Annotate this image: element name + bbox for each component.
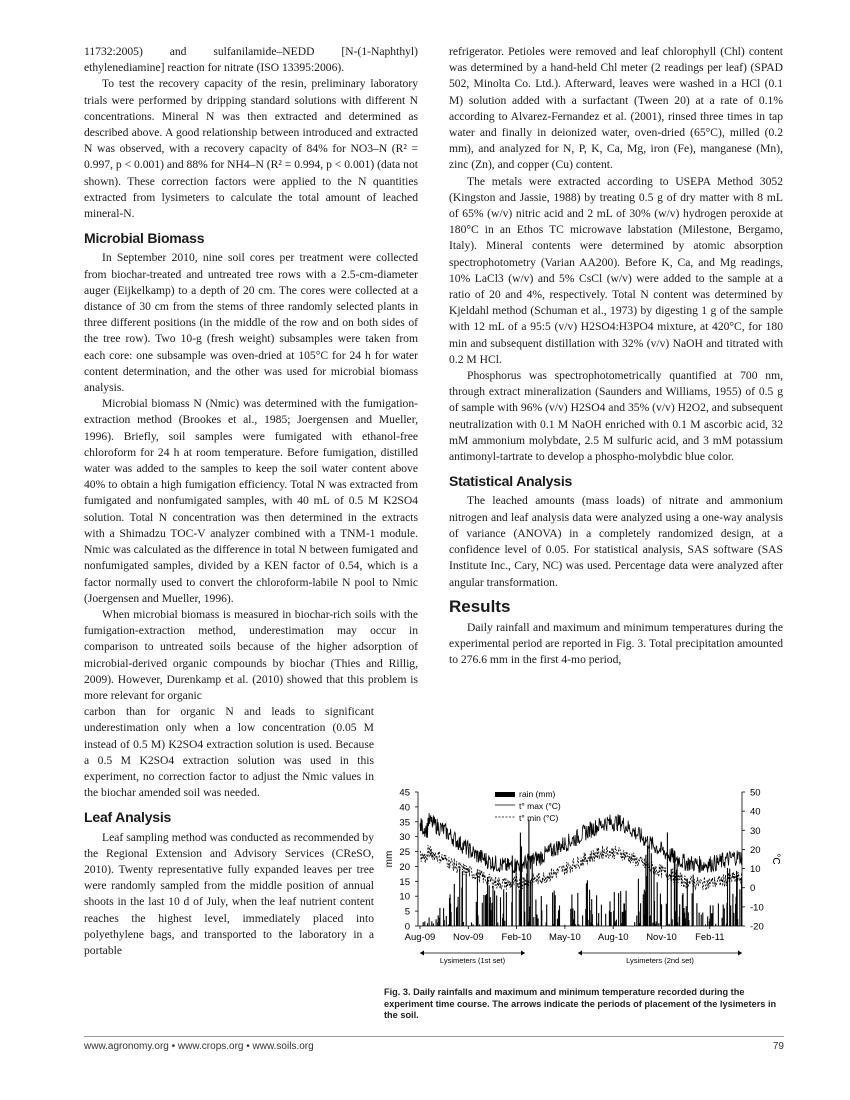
paragraph: In September 2010, nine soil cores per treatment were collected from biochar-treated and untreated tree rows with a 2.5-cm-diameter auger (Eijkelkamp) to a depth of 20 cm. The cores were collected at a distance of 30 cm from the stems of three randomly selected plants in three different positions (in the middle of the row and on both sides of the tree row). Two 10-g (fresh weight) subsamples were taken from each core: one subsample was oven-dried at 105°C for 24 h for water content determination, and the other was used for microbial biomass analysis. bbox=[84, 251, 418, 395]
paragraph: The leached amounts (mass loads) of nitrate and ammonium nitrogen and leaf analysis data were analyzed using a one-way analysis of variance (ANOVA) in a completely randomized design, at a confidence level of 0.05. For statistical analysis, SAS software (SAS Institute Inc., Cary, NC) was used. Percentage data were analyzed after angular transformation. bbox=[449, 494, 783, 589]
narrow-text-block bbox=[84, 704, 374, 959]
section-heading-leaf-analysis: Leaf Analysis bbox=[84, 809, 172, 826]
paragraph: 11732:2005) and sulfanilamide–NEDD [N-(1-Naphthyl) ethylenediamine] reaction for nitrate (ISO 13395:2006). bbox=[84, 45, 418, 75]
lysimeter-arrow-head-right bbox=[521, 951, 525, 956]
y2-tick-label: 40 bbox=[750, 806, 761, 818]
footer-sites: www.agronomy.org • www.crops.org • www.soils.org bbox=[84, 1041, 314, 1052]
legend-label-tmax: t° max (°C) bbox=[519, 801, 561, 811]
legend-swatch-rain bbox=[495, 792, 515, 797]
x-tick-label: Nov-10 bbox=[646, 932, 677, 943]
lysimeter-arrow-head-left bbox=[420, 951, 424, 956]
x-tick-label: May-10 bbox=[549, 932, 581, 943]
paragraph: refrigerator. Petioles were removed and leaf chlorophyll (Chl) content was determined by a hand-held Chl meter (2 readings per leaf) (SPAD 502, Minolta Co. Ltd.). Afterward, leaves were washed in a HCl (0.1 M) solution added with a surfactant (Tween 20) at a rate of 0.1% according to Alvarez-Fernandez et al. (2001), rinsed three times in tap water and finally in deionized water, oven-dried (65°C), milled (0.2 mm), and analyzed for N, P, K, Ca, Mg, iron (Fe), manganese (Mn), zinc (Zn), and copper (Cu) content. bbox=[449, 45, 783, 172]
page-footer bbox=[84, 1036, 784, 1052]
y2-tick-label: 30 bbox=[750, 825, 761, 837]
x-tick-label: Nov-09 bbox=[452, 932, 484, 943]
lysimeter-label: Lysimeters (2nd set) bbox=[626, 956, 694, 965]
paragraph: carbon than for organic N and leads to significant underestimation only when a low concentration (0.05 M instead of 0.5 M) K2SO4 extraction solution is used. Because a 0.5 M K2SO4 extraction solution was used in this experiment, no correction factor to adjust the Nmic values in the biochar amended soil was needed. bbox=[84, 705, 374, 800]
y2-tick-label: 10 bbox=[750, 864, 761, 876]
y2-tick-label: 0 bbox=[750, 883, 756, 895]
paragraph: The metals were extracted according to USEPA Method 3052 (Kingston and Jassie, 1988) by treating 0.5 g of dry matter with 8 mL of 65% (w/v) nitric acid and 2 mL of 30% (w/v) hydrogen peroxide at 180°C in an Ethos TC microwave labstation (Milestone, Bergamo, Italy). Mineral contents were determined by atomic absorption spectrophotometry (Varian AA200). Before K, Ca, and Mg readings, 10% LaCl3 (w/v) and 5% CsCl (w/v) were added to the sample at a ratio of 20 and 4%, respectively. Total N content was determined by Kjeldahl method (Schuman et al., 1973) by digesting 1 g of the sample with 12 mL of a 95:5 (v/v) H2SO4:H3PO4 mixture, at 420°C, for 180 min and subsequent distillation with 32% (v/v) NaOH and titrated with 0.2 M HCl. bbox=[449, 174, 783, 366]
y-tick-label: 15 bbox=[399, 876, 410, 888]
y2-tick-label: 50 bbox=[750, 787, 761, 799]
lysimeter-label: Lysimeters (1st set) bbox=[439, 956, 506, 965]
y-tick-label: 40 bbox=[399, 802, 410, 814]
legend-label-tmin: t° min (°C) bbox=[519, 813, 559, 823]
page-number: 79 bbox=[772, 1041, 784, 1052]
paragraph: To test the recovery capacity of the resin, preliminary laboratory trials were performed by dripping standard solutions with different N concentrations. Mineral N was then extracted and determined as described above. A good relationship between introduced and extracted N was observed, with a recovery capacity of 84% for NO3–N (R² = 0.997, p < 0.001) and 88% for NH4–N (R² = 0.994, p < 0.001) (data not shown). These correction factors were applied to the N quantities extracted from lysimeters to calculate the total amount of leached mineral-N. bbox=[84, 77, 418, 221]
lysimeter-arrow-head-right bbox=[738, 951, 742, 956]
y-axis-label: mm bbox=[384, 850, 395, 868]
paragraph: When microbial biomass is measured in biochar-rich soils with the fumigation-extraction method, underestimation may occur in comparison to untreated soils because of the higher adsorption of microbial-derived organic compounds by biochar (Thies and Rillig, 2009). However, Durenkamp et al. (2010) showed that this problem is more relevant for organic bbox=[84, 607, 418, 702]
figure-caption: Fig. 3. Daily rainfalls and maximum and minimum temperature recorded during the experiment time course. The arrows indicate the periods of placement of the lysimeters in the soil. bbox=[384, 987, 777, 1020]
section-heading-results: Results bbox=[449, 596, 511, 616]
legend-label-rain: rain (mm) bbox=[519, 789, 556, 799]
paragraph: Microbial biomass N (Nmic) was determined with the fumigation-extraction method (Brookes et al., 1985; Joergensen and Mueller, 1996). Briefly, soil samples were fumigated with ethanol-free chloroform for 24 h at room temperature. Before fumigation, distilled water was added to the samples to keep the soil water content above 40% to obtain a high fumigation efficiency. Total N was extracted from fumigated and nonfumigated samples, with 40 mL of 0.5 M K2SO4 solution. Total N concentration was then determined in the extracts with a Shimadzu TOC-V analyzer combined with a TNM-1 module. Nmic was calculated as the difference in total N between fumigated and nonfumigated samples, divided by a KEN factor of 0.54, which is a factor normally used to convert the chloroform-labile N pool to Nmic (Joergensen and Mueller, 1996). bbox=[84, 397, 418, 605]
lysimeter-arrow-head-left bbox=[578, 951, 582, 956]
paragraph: Phosphorus was spectrophotometrically quantified at 700 nm, through extract mineralization (Saunders and Williams, 1955) of 0.5 g of sample with 96% (v/v) H2SO4 and 35% (v/v) H2O2, and subsequent neutralization with 0.1 M NaOH enriched with 0.1 M ascorbic acid, 32 mM ammonium molybdate, 2.5 M sulfuric acid, and 3 mM potassium antimonyl-tartrate to develop a phospho-molybdic blue color. bbox=[449, 369, 783, 464]
rain-temperature-chart bbox=[380, 783, 782, 983]
x-tick-label: Feb-11 bbox=[695, 932, 725, 943]
y-tick-label: 45 bbox=[399, 787, 410, 799]
x-tick-label: Aug-09 bbox=[404, 932, 436, 943]
y2-axis-label: °C bbox=[770, 853, 781, 865]
y2-tick-label: 20 bbox=[750, 844, 761, 856]
figure-3 bbox=[380, 783, 782, 983]
y-tick-label: 0 bbox=[404, 921, 410, 933]
x-tick-label: Feb-10 bbox=[501, 932, 532, 943]
left-column bbox=[84, 44, 418, 959]
y2-tick-label: -20 bbox=[750, 921, 764, 933]
y-tick-label: 20 bbox=[399, 861, 410, 873]
y-tick-label: 10 bbox=[399, 891, 410, 903]
y-tick-label: 30 bbox=[399, 832, 410, 844]
y2-tick-label: -10 bbox=[750, 902, 764, 914]
y-tick-label: 25 bbox=[399, 847, 410, 859]
x-tick-label: Aug-10 bbox=[597, 932, 629, 943]
chart-legend bbox=[495, 789, 561, 823]
section-heading-microbial-biomass: Microbial Biomass bbox=[84, 230, 205, 247]
right-column bbox=[449, 44, 783, 669]
lysimeter-arrows bbox=[420, 951, 742, 966]
section-heading-statistical-analysis: Statistical Analysis bbox=[449, 473, 573, 490]
y-tick-label: 35 bbox=[399, 817, 410, 829]
paragraph: Daily rainfall and maximum and minimum temperatures during the experimental period are reported in Fig. 3. Total precipitation amounted to 276.6 mm in the first 4-mo period, bbox=[449, 620, 783, 667]
y-tick-label: 5 bbox=[404, 906, 410, 918]
paragraph: Leaf sampling method was conducted as recommended by the Regional Extension and Advisory Services (CReSO, 2010). Twenty representative fully expanded leaves per tree were randomly sampled from the middle position of annual shoots in the last 10 d of July, when the leaf nutrient content reaches the highest level, immediately placed into polyethylene bags, and transported to the laboratory in a portable bbox=[84, 830, 374, 957]
